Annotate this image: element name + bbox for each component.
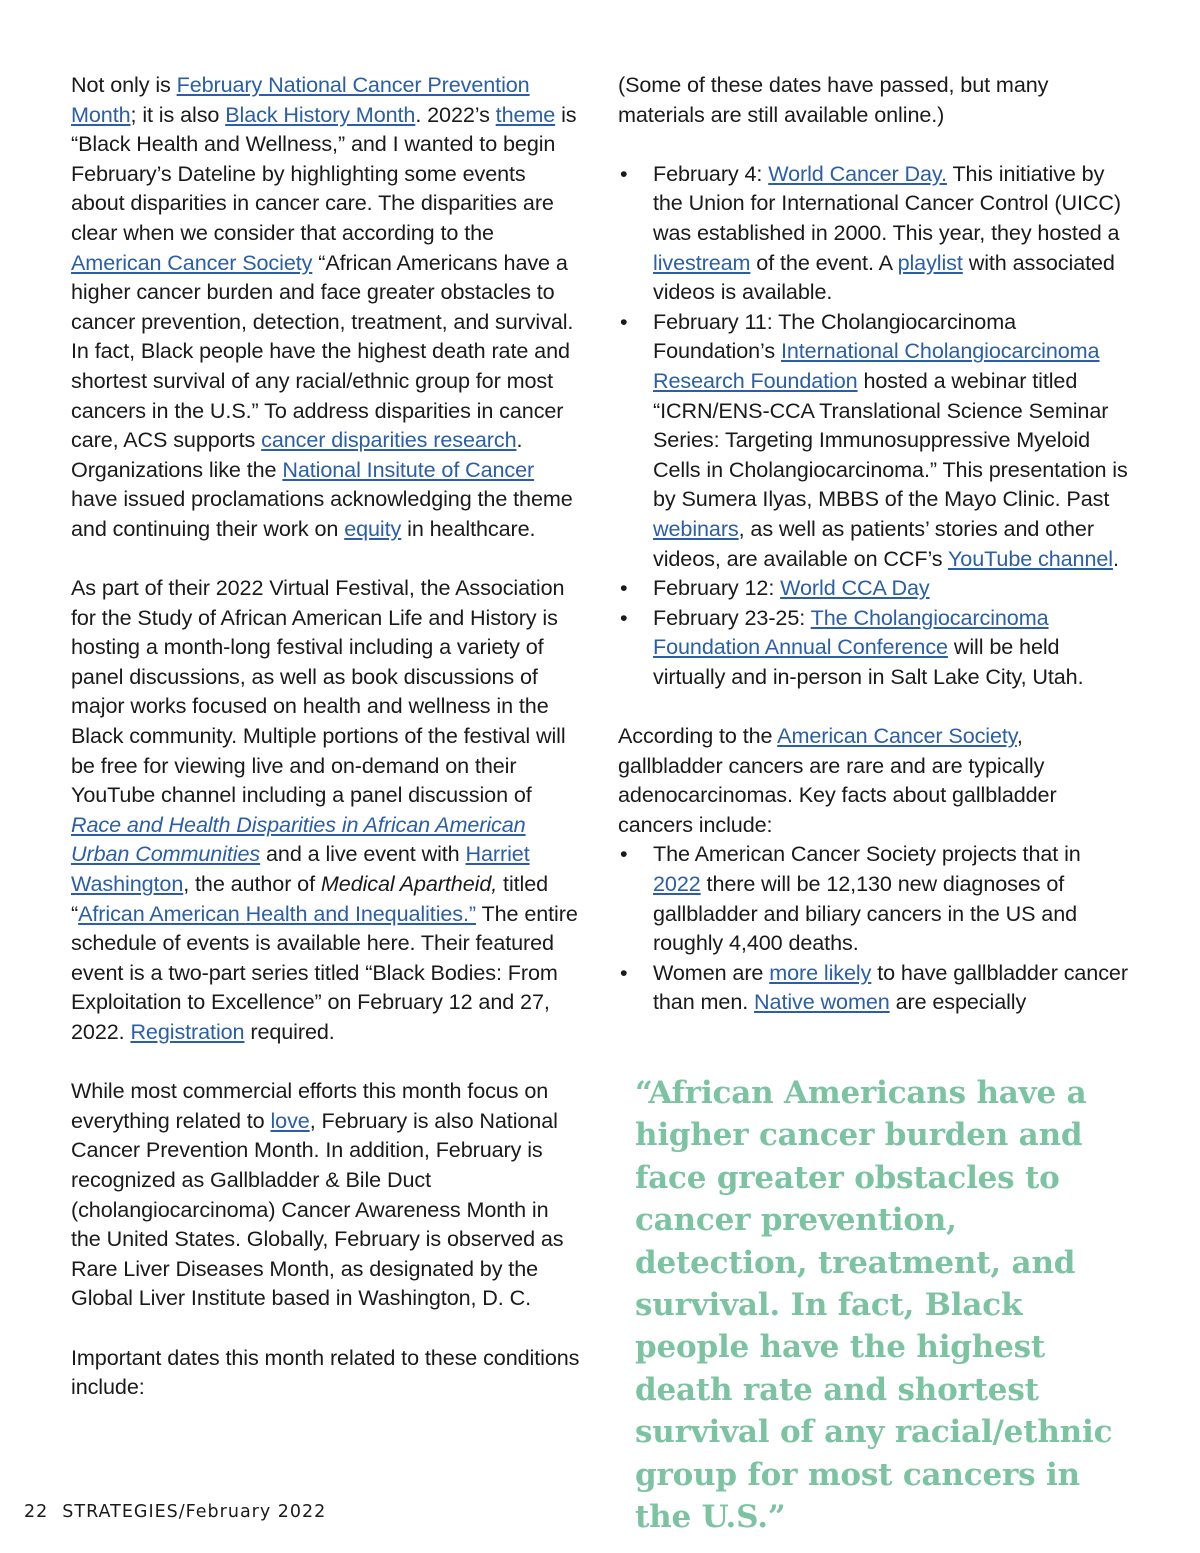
text: to have gallbladder cancer than men. (653, 959, 1128, 1015)
text: The American Cancer Society projects that in (653, 841, 1081, 867)
text: titled “ (71, 871, 549, 926)
link-theme[interactable]: theme (495, 101, 556, 127)
text: While most commercial efforts this month focus on everything related to (71, 1078, 549, 1133)
list-item (618, 159, 1130, 307)
text: According to the (618, 723, 778, 749)
text: , the author of (183, 871, 321, 897)
text: ; it is also (130, 101, 226, 127)
link-native-women[interactable]: Native women (754, 989, 890, 1015)
text: Women are (653, 959, 770, 985)
paragraph-gallbladder (618, 721, 1130, 839)
page-footer (24, 1502, 326, 1522)
paragraph-important-dates (71, 1343, 583, 1402)
text: is “Black Health and Wellness,” and I wanted to begin February’s Dateline by highlighting some events about disparities in cancer care. The disparities are clear when we consider that according to the (71, 101, 577, 245)
link-registration[interactable]: Registration (130, 1019, 245, 1044)
text: . 2022’s (415, 101, 496, 127)
link-national-institute-of-cancer[interactable]: National Insitute of Cancer (282, 456, 535, 482)
link-cancer-disparities-research[interactable]: cancer disparities research (261, 427, 517, 453)
link-webinars[interactable]: webinars (653, 515, 739, 541)
text: hosted a webinar titled “ICRN/ENS-CCA Translational Science Seminar Series: Targeting Immunosuppressive Myeloid Cells in Cholangiocarcinoma.” This presentation is by Sumera Ilyas, MBBS of the Mayo Clinic. Past (653, 367, 1128, 512)
link-world-cancer-day[interactable]: World Cancer Day. (768, 160, 947, 186)
list-item (618, 603, 1130, 692)
key-facts-list (618, 839, 1130, 1017)
right-column (618, 70, 1130, 1047)
publication-name: STRATEGIES/February 2022 (62, 1502, 327, 1522)
page-number: 22 (24, 1502, 49, 1522)
text: . Organizations like the (71, 427, 523, 482)
book-title: Medical Apartheid, (320, 871, 498, 897)
link-cancer-prevention-month[interactable]: February National Cancer Prevention Month (71, 72, 530, 127)
paragraph-intro (71, 70, 583, 544)
list-item (618, 958, 1130, 1017)
text: This initiative by the Union for International Cancer Control (UICC) was established in 2000. This year, they hosted a (653, 160, 1121, 245)
link-youtube-channel[interactable]: YouTube channel (947, 545, 1113, 571)
left-column (71, 70, 583, 1402)
link-american-cancer-society[interactable]: American Cancer Society (71, 249, 313, 275)
text: in healthcare. (401, 515, 536, 541)
text: and a live event with (260, 841, 466, 867)
link-love[interactable]: love (270, 1107, 310, 1133)
link-ccf-annual-conference[interactable]: The Cholangiocarcinoma Foundation Annual Conference (653, 604, 1049, 660)
link-world-cca-day[interactable]: World CCA Day (780, 575, 930, 601)
link-harriet-washington[interactable]: Harriet Washington (71, 841, 530, 897)
link-livestream[interactable]: livestream (653, 249, 751, 275)
text: , as well as patients’ stories and other videos, are available on CCF’s (653, 515, 1094, 571)
text: , February is also National Cancer Prevention Month. In addition, February is recognized as Gallbladder & Bile Duct (cholangiocarcinoma) Cancer Awareness Month in the United States. Globally, February is observed as Rare Liver Diseases Month, as designated by the Global Liver Institute based in Washington, D. C. (71, 1107, 564, 1311)
paragraph-dates-note: (Some of these dates have passed, but many materials are still available online.) (618, 72, 1049, 127)
link-2022[interactable]: 2022 (653, 871, 701, 897)
text: with associated videos is available. (653, 249, 1115, 305)
link-icrf[interactable]: International Cholangiocarcinoma Research Foundation (653, 338, 1100, 393)
text: The entire schedule of events is available here. Their featured event is a two-part series titled “Black Bodies: From Exploitation to Excellence” on February 12 and 27, 2022. (71, 900, 578, 1044)
text: will be held virtually and in-person in Salt Lake City, Utah. (653, 634, 1084, 689)
text: have issued proclamations acknowledging the theme and continuing their work on (71, 486, 573, 541)
list-item (618, 307, 1130, 573)
text: “African Americans have a higher cancer burden and face greater obstacles to cancer prevention, detection, treatment, and survival. In fact, Black people have the highest death rate and shortest survival of any racial/ethnic group for most cancers in the U.S.” To address disparities in cancer care, ACS supports (71, 249, 574, 453)
text: As part of their 2022 Virtual Festival, the Association for the Study of African American Life and History is hosting a month-long festival including a variety of panel discussions, as well as book discussions of major works focused on health and wellness in the Black community. Multiple portions of the festival will be free for viewing live and on-demand on their YouTube channel including a panel discussion of (71, 575, 566, 808)
text: Not only is (71, 72, 177, 97)
text: there will be 12,130 new diagnoses of gallbladder and biliary cancers in the US and roughly 4,400 deaths. (653, 871, 1078, 956)
text: . (1112, 545, 1119, 571)
text: Important dates this month related to these conditions include: (71, 1344, 580, 1400)
text: February 12: (653, 575, 781, 601)
important-dates-list (618, 159, 1130, 692)
paragraph-virtual-festival (71, 573, 583, 1047)
text: are especially (889, 989, 1027, 1015)
link-equity[interactable]: equity (344, 515, 402, 541)
link-playlist[interactable]: playlist (897, 249, 963, 275)
text: required. (244, 1019, 335, 1044)
text: February 23-25: (653, 604, 811, 630)
link-american-cancer-society-2[interactable]: American Cancer Society (777, 723, 1017, 749)
text: , gallbladder cancers are rare and are typically adenocarcinomas. Key facts about gallbladder cancers include: (618, 723, 1057, 837)
list-item (618, 839, 1130, 957)
text: February 11: The Cholangiocarcinoma Foundation’s (653, 308, 1016, 364)
link-black-history-month[interactable]: Black History Month (225, 101, 416, 127)
text: February 4: (653, 160, 769, 186)
link-text: Race and Health Disparities in African American Urban Communities (71, 811, 526, 867)
paragraph-awareness-month (71, 1076, 583, 1313)
pull-quote: “African Americans have a higher cancer burden and face greater obstacles to cancer prevention, detection, treatment, and survival. In fact, Black people have the highest death rate and shortest survival of any racial/ethnic group for most cancers in the U.S.” (635, 1075, 1113, 1536)
link-african-american-health[interactable]: African American Health and Inequalities.” (78, 900, 476, 926)
text: of the event. A (750, 249, 898, 275)
list-item (618, 573, 1130, 603)
link-more-likely[interactable]: more likely (769, 959, 872, 985)
